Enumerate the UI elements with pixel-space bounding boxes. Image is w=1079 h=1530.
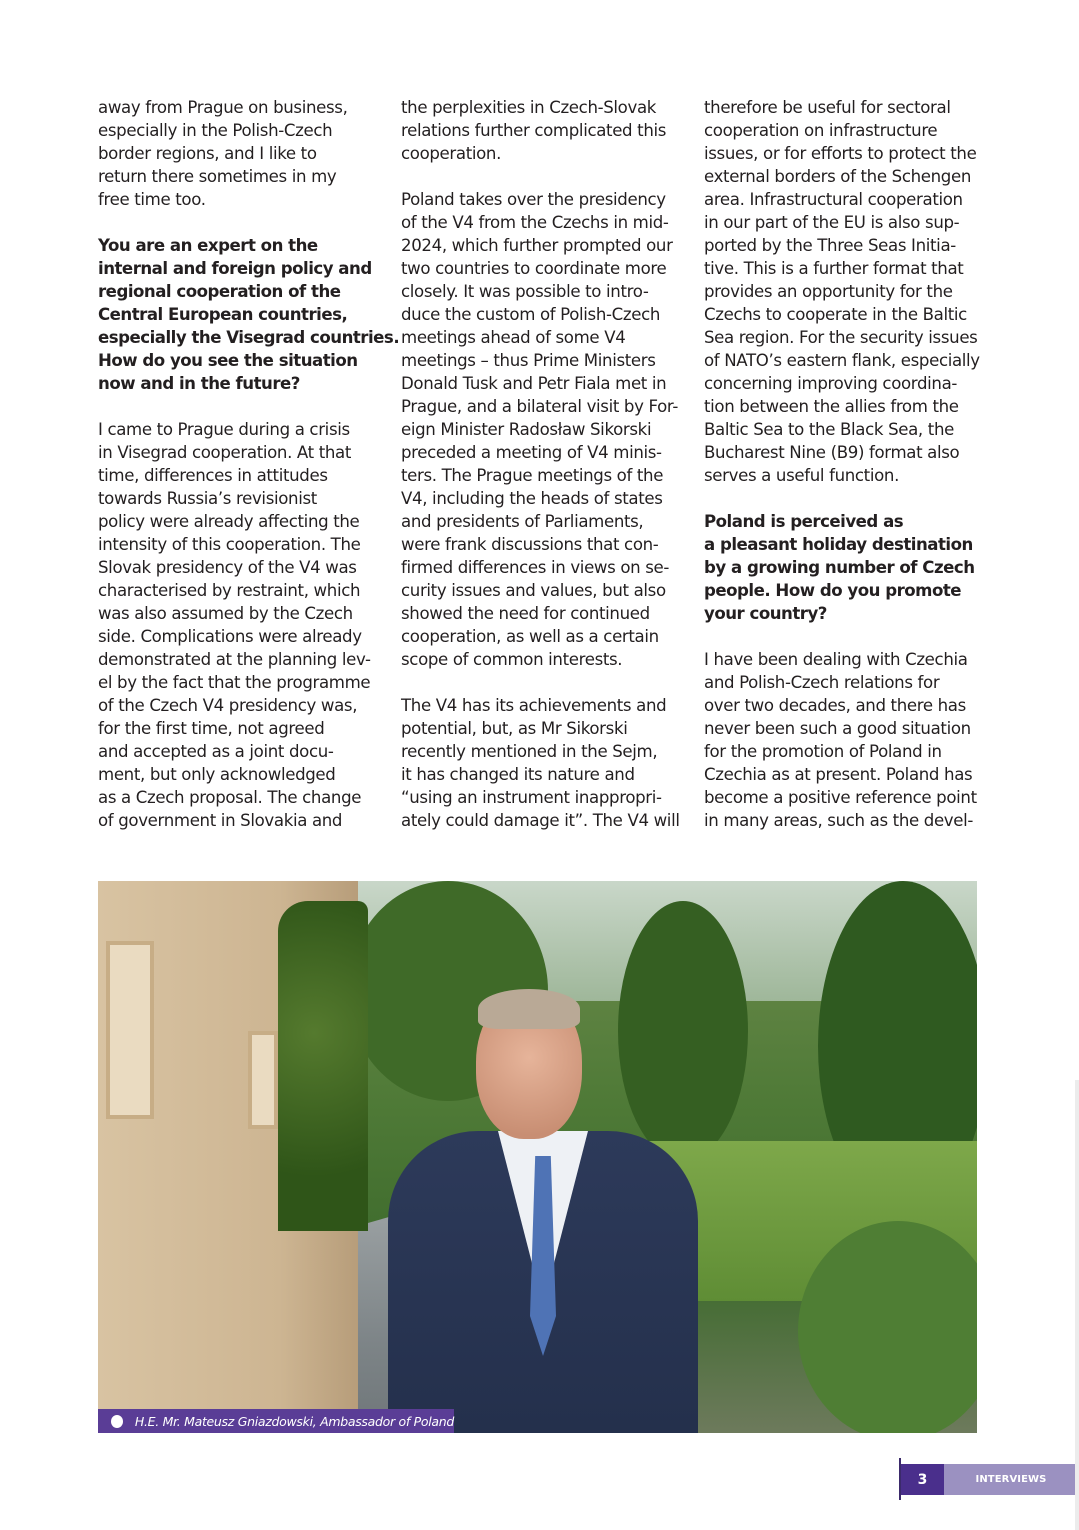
article-column-2 (401, 96, 691, 855)
text-line: serves a useful function. (704, 466, 899, 485)
text-line: and presidents of Parliaments, (401, 512, 644, 531)
text-line: of government in Slovakia and (98, 811, 343, 830)
text-line: of NATO’s eastern flank, especially (704, 351, 980, 370)
text-line: it has changed its nature and (401, 765, 635, 784)
text-line: meetings ahead of some V4 (401, 328, 626, 347)
text-line: ment, but only acknowledged (98, 765, 336, 784)
text-line: away from Prague on business, (98, 98, 348, 117)
text-line: cooperation on infrastructure (704, 121, 938, 140)
text-line: Sea region. For the security issues (704, 328, 978, 347)
text-line: ters. The Prague meetings of the (401, 466, 664, 485)
text-line: I came to Prague during a crisis (98, 420, 350, 439)
text-line: external borders of the Schengen (704, 167, 971, 186)
text-line: the perplexities in Czech-Slovak (401, 98, 657, 117)
section-label: INTERVIEWS (944, 1464, 1078, 1495)
text-line: Poland is perceived as (704, 512, 904, 531)
text-line: Poland takes over the presidency (401, 190, 666, 209)
text-line: Baltic Sea to the Black Sea, the (704, 420, 954, 439)
text-line: cooperation, as well as a certain (401, 627, 659, 646)
text-line: showed the need for continued (401, 604, 650, 623)
text-line: V4, including the heads of states (401, 489, 663, 508)
text-line: over two decades, and there has (704, 696, 966, 715)
text-line: issues, or for efforts to protect the (704, 144, 977, 163)
text-line: closely. It was possible to intro- (401, 282, 649, 301)
photo-ivy (278, 901, 368, 1231)
text-line: ately could damage it”. The V4 will (401, 811, 680, 830)
text-line: “using an instrument inappropri- (401, 788, 662, 807)
text-line: tive. This is a further format that (704, 259, 964, 278)
photo-window (106, 941, 154, 1119)
body-paragraph (98, 418, 388, 832)
text-line: by a growing number of Czech (704, 558, 975, 577)
text-line: Bucharest Nine (B9) format also (704, 443, 960, 462)
text-line: now and in the future? (98, 374, 300, 393)
text-line: firmed differences in views on se- (401, 558, 670, 577)
body-paragraph (401, 694, 691, 832)
photo-person-hair (478, 989, 580, 1029)
photo-tree (618, 901, 748, 1161)
text-line: return there sometimes in my (98, 167, 337, 186)
text-line: your country? (704, 604, 827, 623)
text-line: el by the fact that the programme (98, 673, 371, 692)
text-line: of the V4 from the Czechs in mid- (401, 213, 669, 232)
text-line: time, differences in attitudes (98, 466, 328, 485)
text-line: and Polish-Czech relations for (704, 673, 940, 692)
text-line: How do you see the situation (98, 351, 358, 370)
photo-building (98, 881, 358, 1433)
page-edge-shadow (1075, 1080, 1079, 1530)
text-line: preceded a meeting of V4 minis- (401, 443, 662, 462)
text-line: area. Infrastructural cooperation (704, 190, 963, 209)
caption-bullet-icon (111, 1415, 123, 1428)
body-paragraph (98, 96, 388, 211)
text-line: become a positive reference point (704, 788, 977, 807)
text-line: ported by the Three Seas Initia- (704, 236, 956, 255)
interview-question (98, 234, 400, 395)
text-line: never been such a good situation (704, 719, 971, 738)
text-line: towards Russia’s revisionist (98, 489, 317, 508)
text-line: side. Complications were already (98, 627, 362, 646)
text-line: of the Czech V4 presidency was, (98, 696, 358, 715)
text-line: The V4 has its achievements and (401, 696, 667, 715)
text-line: especially in the Polish-Czech (98, 121, 333, 140)
text-line: regional cooperation of the (98, 282, 341, 301)
text-line: concerning improving coordina- (704, 374, 958, 393)
interview-question (704, 510, 994, 625)
text-line: in our part of the EU is also sup- (704, 213, 960, 232)
text-line: characterised by restraint, which (98, 581, 361, 600)
body-paragraph (704, 648, 994, 832)
text-line: 2024, which further prompted our (401, 236, 673, 255)
text-line: eign Minister Radosław Sikorski (401, 420, 652, 439)
text-line: border regions, and I like to (98, 144, 317, 163)
text-line: Central European countries, (98, 305, 348, 324)
body-paragraph (401, 188, 691, 671)
text-line: for the promotion of Poland in (704, 742, 942, 761)
body-paragraph (704, 96, 994, 487)
ambassador-photo (98, 881, 977, 1433)
text-line: for the first time, not agreed (98, 719, 325, 738)
text-line: duce the custom of Polish-Czech (401, 305, 661, 324)
body-paragraph (401, 96, 691, 165)
text-line: as a Czech proposal. The change (98, 788, 362, 807)
text-line: Slovak presidency of the V4 was (98, 558, 357, 577)
text-line: intensity of this cooperation. The (98, 535, 361, 554)
text-line: scope of common interests. (401, 650, 623, 669)
text-line: were frank discussions that con- (401, 535, 659, 554)
text-line: cooperation. (401, 144, 502, 163)
text-line: and accepted as a joint docu- (98, 742, 334, 761)
text-line: Prague, and a bilateral visit by For- (401, 397, 678, 416)
text-line: internal and foreign policy and (98, 259, 372, 278)
text-line: policy were already affecting the (98, 512, 360, 531)
photo-window (248, 1031, 278, 1129)
text-line: people. How do you promote (704, 581, 962, 600)
page-number: 3 (901, 1464, 944, 1495)
text-line: was also assumed by the Czech (98, 604, 353, 623)
text-line: a pleasant holiday destination (704, 535, 973, 554)
caption-text: H.E. Mr. Mateusz Gniazdowski, Ambassador of Poland (134, 1413, 454, 1429)
photo-caption (98, 1409, 454, 1433)
text-line: provides an opportunity for the (704, 282, 953, 301)
page-footer (899, 1464, 1078, 1495)
text-line: potential, but, as Mr Sikorski (401, 719, 628, 738)
article-column-3 (704, 96, 994, 855)
article-column-1 (98, 96, 400, 855)
text-line: meetings – thus Prime Ministers (401, 351, 656, 370)
text-line: You are an expert on the (98, 236, 318, 255)
text-line: tion between the allies from the (704, 397, 959, 416)
text-line: Czechs to cooperate in the Baltic (704, 305, 967, 324)
text-line: in many areas, such as the devel- (704, 811, 974, 830)
text-line: Donald Tusk and Petr Fiala met in (401, 374, 667, 393)
text-line: I have been dealing with Czechia (704, 650, 968, 669)
text-line: free time too. (98, 190, 206, 209)
text-line: demonstrated at the planning lev- (98, 650, 371, 669)
text-line: in Visegrad cooperation. At that (98, 443, 352, 462)
text-line: therefore be useful for sectoral (704, 98, 951, 117)
text-line: curity issues and values, but also (401, 581, 666, 600)
text-line: relations further complicated this (401, 121, 667, 140)
text-line: two countries to coordinate more (401, 259, 667, 278)
text-line: Czechia as at present. Poland has (704, 765, 973, 784)
text-line: recently mentioned in the Sejm, (401, 742, 658, 761)
text-line: especially the Visegrad countries. (98, 328, 400, 347)
